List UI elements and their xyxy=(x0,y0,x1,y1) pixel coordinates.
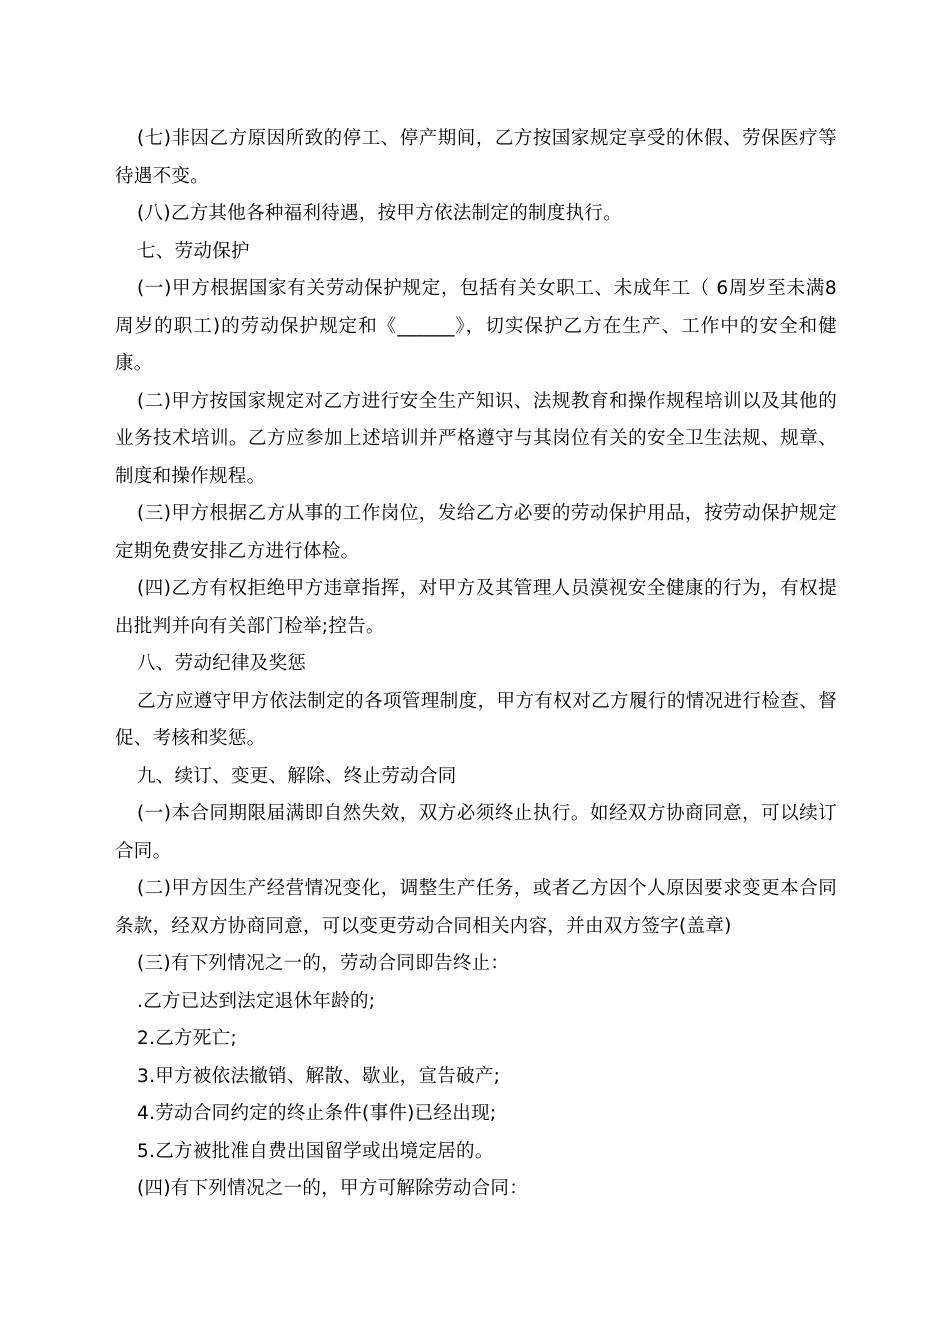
paragraph-contract-1: (一)本合同期限届满即自然失效，双方必须终止执行。如经双方协商同意，可以续订合同。 xyxy=(115,803,837,862)
paragraph-contract-3: (三)有下列情况之一的，劳动合同即告终止： xyxy=(137,953,510,974)
section-heading-discipline: 八、劳动纪律及奖惩 xyxy=(137,653,307,674)
paragraph-7-8-welfare: (八)乙方其他各种福利待遇，按甲方依法制定的制度执行。 xyxy=(137,203,623,224)
list-item-termination-5: 5.乙方被批准自费出国留学或出境定居的。 xyxy=(137,1140,494,1162)
section-heading-labor-protection: 七、劳动保护 xyxy=(137,240,250,262)
paragraph-discipline: 乙方应遵守甲方依法制定的各项管理制度，甲方有权对乙方履行的情况进行检查、督促、考核和奖惩。 xyxy=(115,690,837,749)
paragraph-protection-4: (四)乙方有权拒绝甲方违章指挥，对甲方及其管理人员漠视安全健康的行为，有权提出批判并向有关部门检举;控告。 xyxy=(115,578,837,637)
paragraph-protection-2: (二)甲方按国家规定对乙方进行安全生产知识、法规教育和操作规程培训以及其他的业务技术培训。乙方应参加上述培训并严格遵守与其岗位有关的安全卫生法规、规章、制度和操作规程。 xyxy=(115,390,837,487)
list-item-termination-1: .乙方已达到法定退休年龄的; xyxy=(137,990,376,1012)
paragraph-contract-4: (四)有下列情况之一的，甲方可解除劳动合同： xyxy=(137,1178,529,1199)
paragraph-contract-2: (二)甲方因生产经营情况变化，调整生产任务，或者乙方因个人原因要求变更本合同条款，经双方协商同意，可以变更劳动合同相关内容，并由双方签字(盖章) xyxy=(115,878,837,937)
paragraph-protection-1: (一)甲方根据国家有关劳动保护规定，包括有关女职工、未成年工（ 6周岁至未满8周岁的职工)的劳动保护规定和《______》，切实保护乙方在生产、工作中的安全和健康。 xyxy=(115,278,837,374)
paragraph-7-7-leave: (七)非因乙方原因所致的停工、停产期间，乙方按国家规定享受的休假、劳保医疗等待遇不变。 xyxy=(115,128,837,187)
list-item-termination-3: 3.甲方被依法撤销、解散、歇业，宣告破产; xyxy=(137,1065,501,1087)
list-item-termination-4: 4.劳动合同约定的终止条件(事件)已经出现; xyxy=(137,1103,497,1124)
list-item-termination-2: 2.乙方死亡; xyxy=(137,1028,237,1049)
document-body xyxy=(115,120,837,1208)
paragraph-protection-3: (三)甲方根据乙方从事的工作岗位，发给乙方必要的劳动保护用品，按劳动保护规定定期免费安排乙方进行体检。 xyxy=(115,503,837,562)
section-heading-contract-changes: 九、续订、变更、解除、终止劳动合同 xyxy=(137,765,457,787)
